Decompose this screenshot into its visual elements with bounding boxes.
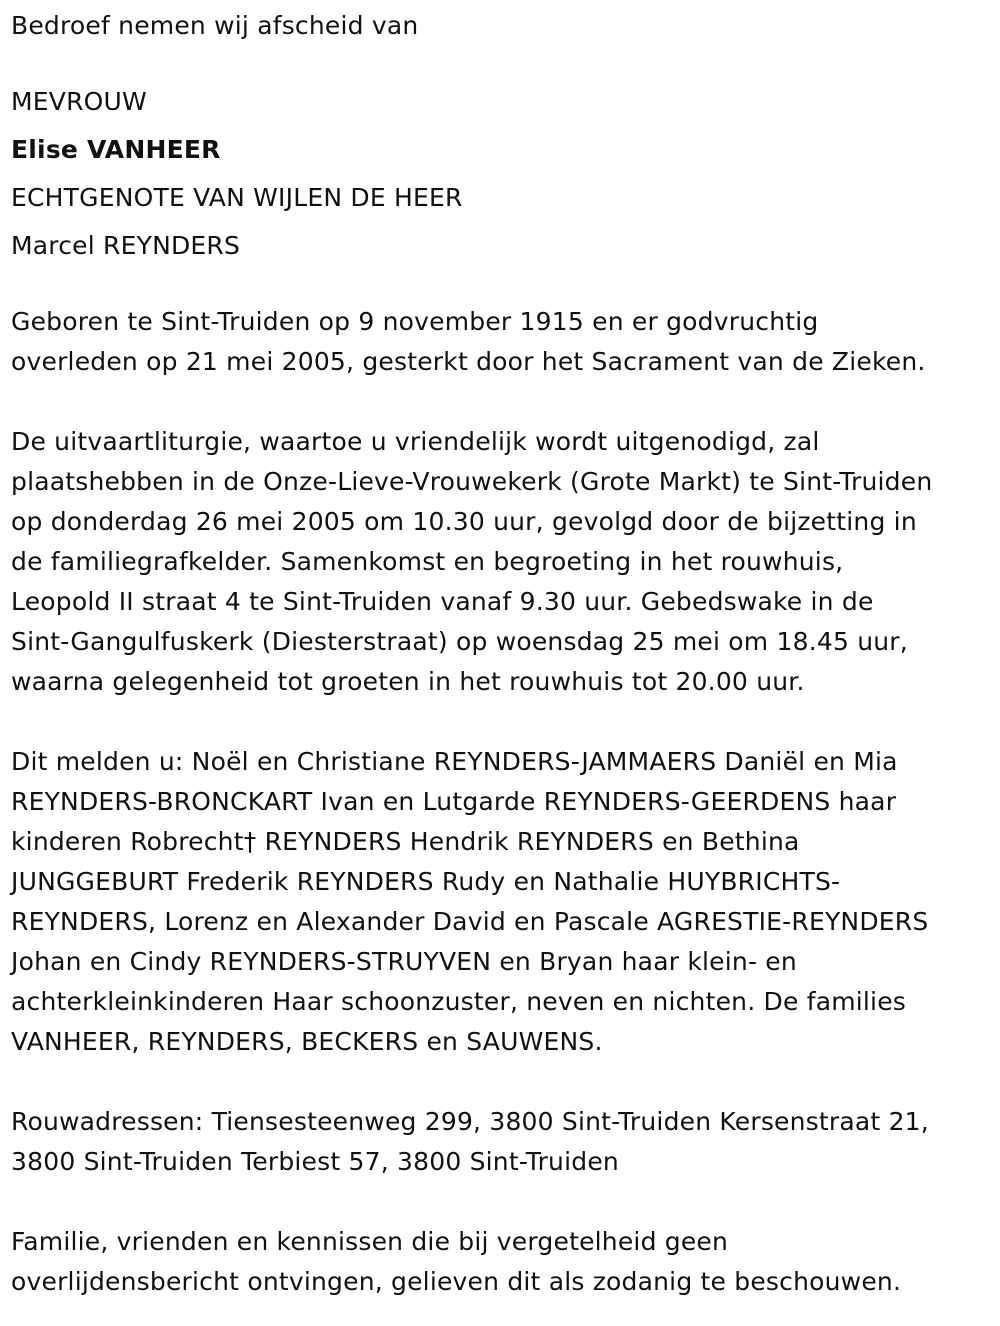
addresses-paragraph: [11, 1102, 1000, 1182]
paragraph-line: overlijdensbericht ontvingen, gelieven dit als zodanig te beschouwen.: [11, 1267, 902, 1296]
paragraph-line: plaatshebben in de Onze-Lieve-Vrouwekerk (Grote Markt) te Sint-Truiden: [11, 467, 933, 496]
paragraph-line: 3800 Sint-Truiden Terbiest 57, 3800 Sint-Truiden: [11, 1147, 619, 1176]
spacer: [11, 382, 1000, 422]
paragraph-line: Johan en Cindy REYNDERS-STRUYVEN en Bryan haar klein- en: [11, 947, 797, 976]
paragraph-line: achterkleinkinderen Haar schoonzuster, neven en nichten. De families: [11, 987, 907, 1016]
paragraph-line: de familiegrafkelder. Samenkomst en begroeting in het rouwhuis,: [11, 547, 844, 576]
paragraph-line: REYNDERS-BRONCKART Ivan en Lutgarde REYNDERS-GEERDENS haar: [11, 787, 897, 816]
paragraph-line: Rouwadressen: Tiensesteenweg 299, 3800 Sint-Truiden Kersenstraat 21,: [11, 1107, 929, 1136]
spacer: [11, 46, 1000, 78]
spacer: [11, 1062, 1000, 1102]
paragraph-line: Geboren te Sint-Truiden op 9 november 1915 en er godvruchtig: [11, 307, 819, 336]
deceased-name: Elise VANHEER: [11, 135, 221, 164]
paragraph-line: De uitvaartliturgie, waartoe u vriendelijk wordt uitgenodigd, zal: [11, 427, 820, 456]
intro-line: Bedroef nemen wij afscheid van: [11, 11, 419, 40]
closing-paragraph: [11, 1222, 1000, 1302]
relation-line: ECHTGENOTE VAN WIJLEN DE HEER: [11, 183, 463, 212]
paragraph-line: REYNDERS, Lorenz en Alexander David en Pascale AGRESTIE-REYNDERS: [11, 907, 929, 936]
paragraph-line: Familie, vrienden en kennissen die bij vergetelheid geen: [11, 1227, 729, 1256]
birth-death-paragraph: [11, 302, 1000, 382]
family-paragraph: [11, 742, 1000, 1062]
paragraph-line: op donderdag 26 mei 2005 om 10.30 uur, gevolgd door de bijzetting in: [11, 507, 917, 536]
funeral-paragraph: [11, 422, 1000, 702]
paragraph-line: Leopold II straat 4 te Sint-Truiden vanaf 9.30 uur. Gebedswake in de: [11, 587, 874, 616]
paragraph-line: Dit melden u: Noël en Christiane REYNDERS-JAMMAERS Daniël en Mia: [11, 747, 898, 776]
paragraph-line: waarna gelegenheid tot groeten in het rouwhuis tot 20.00 uur.: [11, 667, 805, 696]
spouse-name: Marcel REYNDERS: [11, 231, 241, 260]
honorific: MEVROUW: [11, 87, 147, 116]
paragraph-line: Sint-Gangulfuskerk (Diesterstraat) op woensdag 25 mei om 18.45 uur,: [11, 627, 908, 656]
spacer: [11, 1182, 1000, 1222]
paragraph-line: overleden op 21 mei 2005, gesterkt door het Sacrament van de Zieken.: [11, 347, 926, 376]
spacer: [11, 270, 1000, 302]
paragraph-line: VANHEER, REYNDERS, BECKERS en SAUWENS.: [11, 1027, 603, 1056]
paragraph-line: JUNGGEBURT Frederik REYNDERS Rudy en Nathalie HUYBRICHTS-: [11, 867, 841, 896]
paragraph-line: kinderen Robrecht† REYNDERS Hendrik REYNDERS en Bethina: [11, 827, 800, 856]
spacer: [11, 702, 1000, 742]
